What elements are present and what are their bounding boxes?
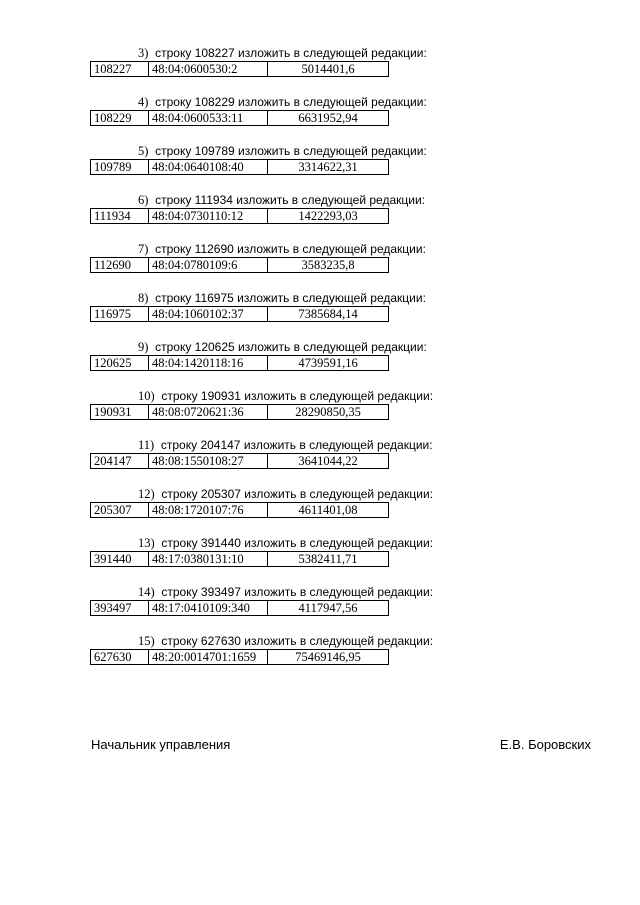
amendment-number: 5) (138, 144, 149, 158)
amendment-number: 13) (138, 536, 155, 550)
amendment-table (90, 159, 389, 175)
table-row (91, 209, 389, 224)
amendment-instruction: строку 112690 изложить в следующей редакции: (155, 242, 426, 256)
table-row (91, 160, 389, 175)
amendment-instruction: строку 190931 изложить в следующей редакции: (161, 389, 434, 403)
table-row (91, 62, 389, 77)
table-row (91, 356, 389, 371)
amendment-instruction: строку 108227 изложить в следующей редакции: (155, 46, 427, 60)
amendment-table (90, 355, 389, 371)
amendment-number: 12) (138, 487, 155, 501)
signatory-name: Е.В. Боровских (499, 737, 591, 752)
amendment-heading (138, 634, 433, 648)
cadastral-number-cell: 48:04:1420118:16 (149, 356, 268, 371)
amendment-number: 15) (138, 634, 155, 648)
cadastral-value-cell: 1422293,03 (268, 209, 389, 224)
row-number-cell: 627630 (91, 650, 149, 665)
amendment-instruction: строку 204147 изложить в следующей редакции: (160, 438, 433, 452)
cadastral-number-cell: 48:17:0380131:10 (149, 552, 268, 567)
amendment-table (90, 61, 389, 77)
cadastral-number-cell: 48:08:0720621:36 (149, 405, 268, 420)
cadastral-number-cell: 48:04:0640108:40 (149, 160, 268, 175)
amendment-instruction: строку 111934 изложить в следующей редакции: (155, 193, 426, 207)
row-number-cell: 108229 (91, 111, 149, 126)
cadastral-number-cell: 48:04:0730110:12 (149, 209, 268, 224)
table-row (91, 307, 389, 322)
amendment-entry (0, 46, 640, 82)
amendment-number: 14) (138, 585, 155, 599)
amendment-heading (138, 291, 426, 305)
amendment-entry (0, 340, 640, 376)
table-row (91, 503, 389, 518)
amendment-entry (0, 438, 640, 474)
amendment-heading (138, 95, 427, 109)
cadastral-value-cell: 5014401,6 (268, 62, 389, 77)
cadastral-number-cell: 48:17:0410109:340 (149, 601, 268, 616)
row-number-cell: 109789 (91, 160, 149, 175)
amendment-instruction: строку 120625 изложить в следующей редакции: (155, 340, 427, 354)
amendment-table (90, 208, 389, 224)
amendment-heading (138, 46, 427, 60)
amendment-heading (138, 487, 433, 501)
amendment-instruction: строку 391440 изложить в следующей редакции: (161, 536, 434, 550)
amendment-number: 11) (138, 438, 155, 452)
amendment-entry (0, 95, 640, 131)
amendment-entry (0, 487, 640, 523)
cadastral-value-cell: 5382411,71 (268, 552, 389, 567)
row-number-cell: 120625 (91, 356, 149, 371)
amendment-number: 4) (138, 95, 149, 109)
amendment-table (90, 502, 389, 518)
amendment-heading (138, 144, 427, 158)
row-number-cell: 205307 (91, 503, 149, 518)
amendment-entry (0, 585, 640, 621)
signatory-title: Начальник управления (91, 737, 231, 752)
row-number-cell: 108227 (91, 62, 149, 77)
amendment-heading (138, 536, 433, 550)
amendment-table (90, 600, 389, 616)
row-number-cell: 393497 (91, 601, 149, 616)
table-row (91, 111, 389, 126)
amendment-number: 8) (138, 291, 149, 305)
amendment-heading (138, 389, 433, 403)
amendment-table (90, 551, 389, 567)
amendment-table (90, 453, 389, 469)
row-number-cell: 190931 (91, 405, 149, 420)
amendment-entry (0, 536, 640, 572)
cadastral-value-cell: 6631952,94 (268, 111, 389, 126)
cadastral-number-cell: 48:04:0780109:6 (149, 258, 268, 273)
amendment-table (90, 110, 389, 126)
table-row (91, 601, 389, 616)
amendment-entry (0, 634, 640, 670)
amendment-entry (0, 144, 640, 180)
table-row (91, 552, 389, 567)
amendment-heading (138, 242, 426, 256)
row-number-cell: 204147 (91, 454, 149, 469)
table-row (91, 405, 389, 420)
amendment-number: 10) (138, 389, 155, 403)
table-row (91, 258, 389, 273)
amendment-entry (0, 242, 640, 278)
row-number-cell: 111934 (91, 209, 149, 224)
amendment-table (90, 404, 389, 420)
amendment-heading (138, 193, 425, 207)
amendment-heading (138, 585, 433, 599)
amendment-instruction: строку 108229 изложить в следующей редакции: (155, 95, 427, 109)
amendment-number: 6) (138, 193, 149, 207)
amendment-entry (0, 389, 640, 425)
cadastral-value-cell: 75469146,95 (268, 650, 389, 665)
amendment-table (90, 306, 389, 322)
cadastral-value-cell: 3641044,22 (268, 454, 389, 469)
cadastral-number-cell: 48:04:0600530:2 (149, 62, 268, 77)
cadastral-value-cell: 28290850,35 (268, 405, 389, 420)
amendment-instruction: строку 205307 изложить в следующей редакции: (161, 487, 434, 501)
row-number-cell: 391440 (91, 552, 149, 567)
cadastral-value-cell: 4611401,08 (268, 503, 389, 518)
cadastral-value-cell: 7385684,14 (268, 307, 389, 322)
cadastral-value-cell: 3314622,31 (268, 160, 389, 175)
amendment-instruction: строку 109789 изложить в следующей редакции: (155, 144, 427, 158)
cadastral-value-cell: 4739591,16 (268, 356, 389, 371)
cadastral-value-cell: 4117947,56 (268, 601, 389, 616)
cadastral-number-cell: 48:04:1060102:37 (149, 307, 268, 322)
amendment-number: 3) (138, 46, 149, 60)
amendment-instruction: строку 627630 изложить в следующей редакции: (161, 634, 434, 648)
cadastral-number-cell: 48:04:0600533:11 (149, 111, 268, 126)
cadastral-number-cell: 48:08:1550108:27 (149, 454, 268, 469)
amendment-table (90, 649, 389, 665)
amendment-number: 7) (138, 242, 149, 256)
amendment-heading (138, 438, 433, 452)
amendment-number: 9) (138, 340, 149, 354)
amendment-instruction: строку 393497 изложить в следующей редакции: (161, 585, 434, 599)
amendment-table (90, 257, 389, 273)
row-number-cell: 116975 (91, 307, 149, 322)
table-row (91, 650, 389, 665)
cadastral-number-cell: 48:20:0014701:1659 (149, 650, 268, 665)
table-row (91, 454, 389, 469)
amendment-entry (0, 291, 640, 327)
amendment-instruction: строку 116975 изложить в следующей редакции: (155, 291, 426, 305)
cadastral-number-cell: 48:08:1720107:76 (149, 503, 268, 518)
row-number-cell: 112690 (91, 258, 149, 273)
amendment-heading (138, 340, 427, 354)
amendment-entry (0, 193, 640, 229)
cadastral-value-cell: 3583235,8 (268, 258, 389, 273)
